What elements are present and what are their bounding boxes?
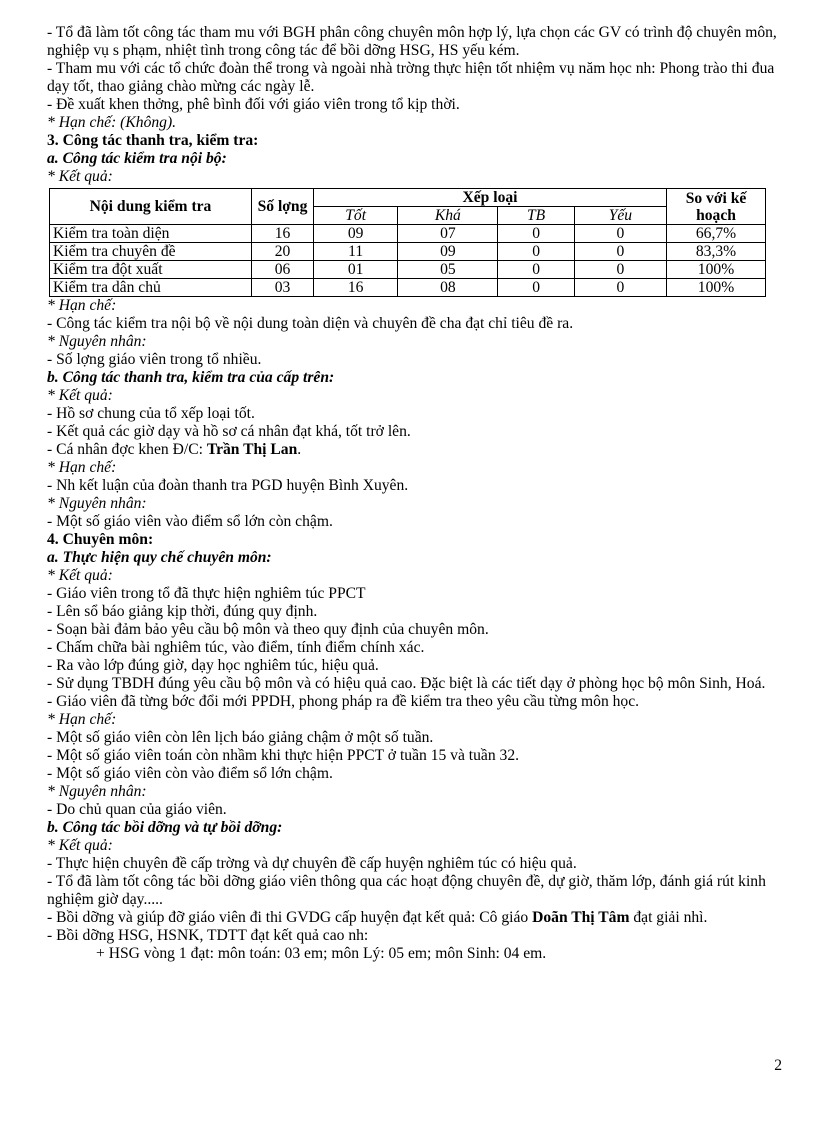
table-cell: Kiểm tra chuyên đề bbox=[50, 243, 252, 261]
table-cell: 07 bbox=[398, 225, 498, 243]
subheader-cell: TB bbox=[498, 207, 574, 225]
page-number: 2 bbox=[774, 1057, 782, 1074]
table-cell: 20 bbox=[252, 243, 314, 261]
table-cell: 06 bbox=[252, 261, 314, 279]
table-cell: 0 bbox=[574, 243, 666, 261]
result-label: * Kết quả: bbox=[47, 837, 113, 854]
cause-label: * Nguyên nhân: bbox=[47, 495, 147, 512]
header-content: Nội dung kiểm tra bbox=[50, 189, 252, 225]
table-cell: 01 bbox=[314, 261, 398, 279]
cause-label: * Nguyên nhân: bbox=[47, 783, 147, 800]
paragraph: - Do chủ quan của giáo viên. bbox=[47, 801, 227, 818]
table-cell: Kiểm tra toàn diện bbox=[50, 225, 252, 243]
paragraph: + HSG vòng 1 đạt: môn toán: 03 em; môn Lý: 05 em; môn Sinh: 04 em. bbox=[96, 945, 547, 962]
header-vs-plan: So với kế hoạch bbox=[667, 189, 766, 225]
paragraph: - Công tác kiểm tra nội bộ về nội dung toàn diện và chuyên đề cha đạt chỉ tiêu đề ra. bbox=[47, 315, 574, 332]
section-4b-heading: b. Công tác bồi dỡng và tự bồi dỡng: bbox=[47, 819, 283, 836]
text-run: . bbox=[297, 441, 302, 458]
table-cell: 05 bbox=[398, 261, 498, 279]
table-row bbox=[50, 225, 766, 243]
paragraph: - Đề xuất khen thởng, phê bình đối với giáo viên trong tổ kịp thời. bbox=[47, 96, 460, 113]
paragraph: - Lên sổ báo giảng kịp thời, đúng quy định. bbox=[47, 603, 318, 620]
limitation-label: * Hạn chế: bbox=[47, 711, 117, 728]
table-cell: 0 bbox=[574, 279, 666, 297]
table-cell: 83,3% bbox=[667, 243, 766, 261]
table-row bbox=[50, 243, 766, 261]
table-cell: 16 bbox=[314, 279, 398, 297]
section-4a-heading: a. Thực hiện quy chế chuyên môn: bbox=[47, 549, 272, 566]
cause-label: * Nguyên nhân: bbox=[47, 333, 147, 350]
result-label: * Kết quả: bbox=[47, 567, 113, 584]
paragraph bbox=[47, 441, 784, 459]
paragraph: - Số lợng giáo viên trong tổ nhiều. bbox=[47, 351, 262, 368]
paragraph: - Soạn bài đảm bảo yêu cầu bộ môn và theo quy định của chuyên môn. bbox=[47, 621, 489, 638]
limitation-note: * Hạn chế: (Không). bbox=[47, 114, 177, 131]
table-cell: Kiểm tra đột xuất bbox=[50, 261, 252, 279]
table-cell: 09 bbox=[314, 225, 398, 243]
paragraph: - Bồi dỡng HSG, HSNK, TDTT đạt kết quả cao nh: bbox=[47, 927, 369, 944]
table-cell: 0 bbox=[574, 225, 666, 243]
paragraph: - Nh kết luận của đoàn thanh tra PGD huyện Bình Xuyên. bbox=[47, 477, 409, 494]
text-run: - Cá nhân đợc khen Đ/C: bbox=[47, 441, 207, 458]
subheader-cell: Khá bbox=[398, 207, 498, 225]
paragraph: - Hồ sơ chung của tổ xếp loại tốt. bbox=[47, 405, 255, 422]
section-3a-heading: a. Công tác kiểm tra nội bộ: bbox=[47, 150, 227, 167]
limitation-label: * Hạn chế: bbox=[47, 297, 117, 314]
paragraph: - Thực hiện chuyên đề cấp trờng và dự chuyên đề cấp huyện nghiêm túc có hiệu quả. bbox=[47, 855, 577, 872]
section-4-heading: 4. Chuyên môn: bbox=[47, 531, 154, 548]
paragraph: - Giáo viên đã từng bớc đổi mới PPDH, phong pháp ra đề kiểm tra theo yêu cầu từng môn học. bbox=[47, 693, 640, 710]
section-3b-heading: b. Công tác thanh tra, kiểm tra của cấp trên: bbox=[47, 369, 335, 386]
paragraph: - Tổ đã làm tốt công tác bồi dỡng giáo viên thông qua các hoạt động chuyên đề, dự giờ, thăm lớp, đánh giá rút kinh nghiệm giờ dạy..... bbox=[47, 873, 766, 908]
table-cell: Kiểm tra dân chủ bbox=[50, 279, 252, 297]
table-cell: 0 bbox=[498, 261, 574, 279]
paragraph: - Một số giáo viên còn vào điểm sổ lớn chậm. bbox=[47, 765, 333, 782]
document-page bbox=[47, 24, 784, 963]
teacher-name: Trần Thị Lan bbox=[206, 441, 298, 458]
limitation-label: * Hạn chế: bbox=[47, 459, 117, 476]
table-cell: 11 bbox=[314, 243, 398, 261]
table-cell: 100% bbox=[667, 261, 766, 279]
result-label: * Kết quả: bbox=[47, 387, 113, 404]
paragraph: - Chấm chữa bài nghiêm túc, vào điểm, tính điểm chính xác. bbox=[47, 639, 425, 656]
text-run: - Bồi dỡng và giúp đỡ giáo viên đi thi GVDG cấp huyện đạt kết quả: Cô giáo bbox=[47, 909, 533, 926]
table-cell: 16 bbox=[252, 225, 314, 243]
table-cell: 0 bbox=[498, 279, 574, 297]
paragraph: - Giáo viên trong tổ đã thực hiện nghiêm túc PPCT bbox=[47, 585, 366, 602]
paragraph: - Một số giáo viên còn lên lịch báo giảng chậm ở một số tuần. bbox=[47, 729, 434, 746]
table-cell: 08 bbox=[398, 279, 498, 297]
table-cell: 100% bbox=[667, 279, 766, 297]
paragraph: - Kết quả các giờ dạy và hồ sơ cá nhân đạt khá, tốt trở lên. bbox=[47, 423, 411, 440]
result-label: * Kết quả: bbox=[47, 168, 113, 185]
paragraph: - Tổ đã làm tốt công tác tham mu với BGH phân công chuyên môn hợp lý, lựa chọn các GV có trình độ chuyên môn, nghiệp vụ s phạm, nhiệt tình trong công tác để bồi dỡng HSG, HS yếu kém. bbox=[47, 24, 777, 59]
table-row bbox=[50, 261, 766, 279]
table-cell: 0 bbox=[574, 261, 666, 279]
header-quantity: Số lợng bbox=[252, 189, 314, 225]
table-cell: 66,7% bbox=[667, 225, 766, 243]
subheader-cell: Yếu bbox=[574, 207, 666, 225]
paragraph: - Một số giáo viên vào điểm sổ lớn còn chậm. bbox=[47, 513, 333, 530]
table-cell: 0 bbox=[498, 225, 574, 243]
text-run: đạt giải nhì. bbox=[629, 909, 708, 926]
table-header-row bbox=[50, 189, 766, 207]
paragraph: - Tham mu với các tổ chức đoàn thể trong và ngoài nhà trờng thực hiện tốt nhiệm vụ năm học nh: Phong trào thi đua dạy tốt, thao giảng chào mừng các ngày lễ. bbox=[47, 60, 775, 95]
paragraph: - Ra vào lớp đúng giờ, dạy học nghiêm túc, hiệu quả. bbox=[47, 657, 379, 674]
table-cell: 03 bbox=[252, 279, 314, 297]
header-rating: Xếp loại bbox=[314, 189, 667, 207]
table-cell: 0 bbox=[498, 243, 574, 261]
table-cell: 09 bbox=[398, 243, 498, 261]
section-3-heading: 3. Công tác thanh tra, kiểm tra: bbox=[47, 132, 259, 149]
table-row bbox=[50, 279, 766, 297]
paragraph: - Sử dụng TBDH đúng yêu cầu bộ môn và có hiệu quả cao. Đặc biệt là các tiết dạy ở phòng học bộ môn Sinh, Hoá. bbox=[47, 675, 766, 692]
inspection-table bbox=[49, 188, 766, 297]
subheader-cell: Tốt bbox=[314, 207, 398, 225]
paragraph: - Một số giáo viên toán còn nhầm khi thực hiện PPCT ở tuần 15 và tuần 32. bbox=[47, 747, 520, 764]
paragraph bbox=[47, 909, 784, 927]
teacher-name: Doãn Thị Tâm bbox=[532, 909, 630, 926]
